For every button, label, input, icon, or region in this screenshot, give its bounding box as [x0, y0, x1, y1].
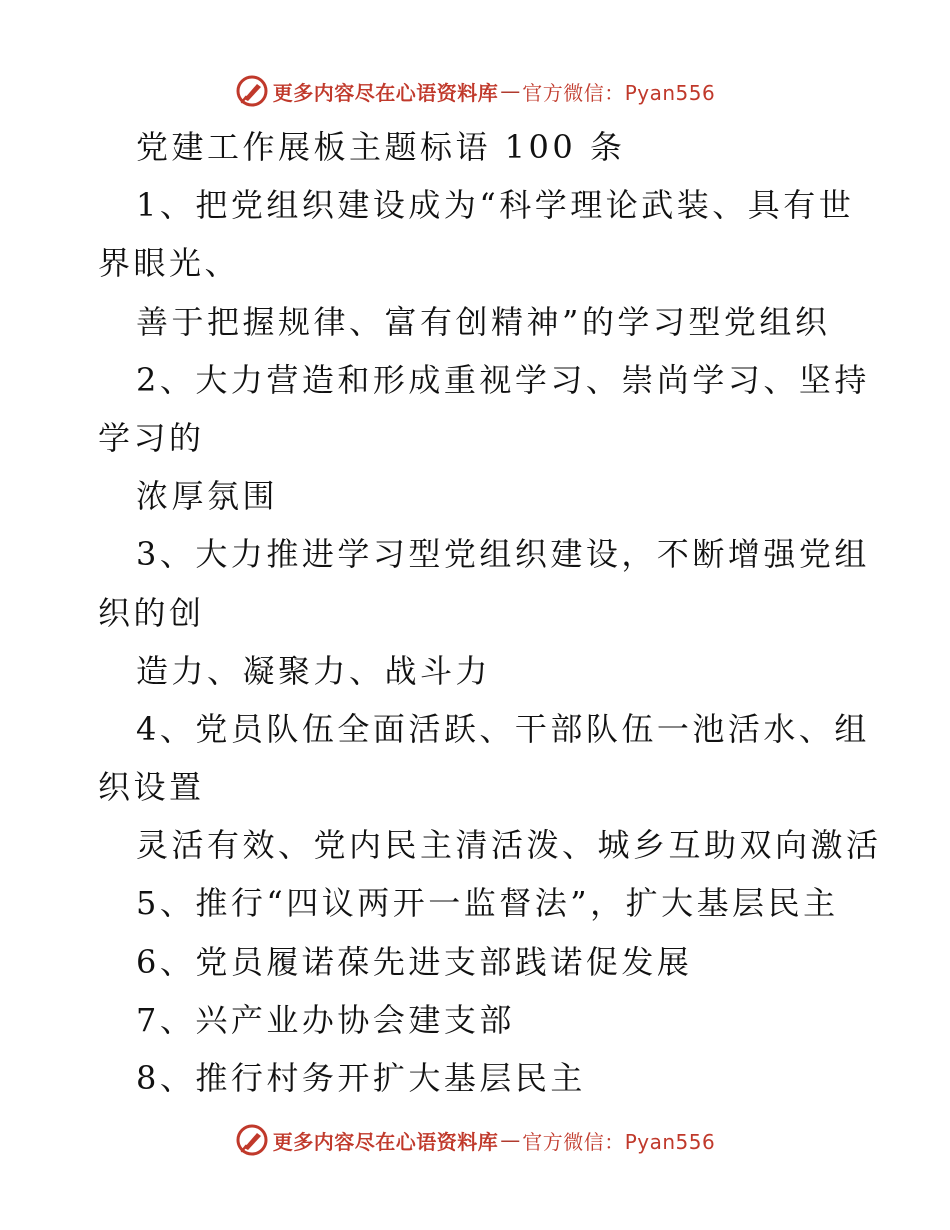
text-line: 浓厚氛围 — [136, 477, 279, 516]
text-line: 织的创 — [98, 593, 205, 632]
text-line: 7、兴产业办协会建支部 — [136, 1000, 515, 1039]
text-line: 学习的 — [98, 418, 205, 457]
text-line: 6、党员履诺葆先进支部践诺促发展 — [136, 942, 693, 981]
document-body — [98, 118, 882, 1107]
brand-logo-icon — [235, 1123, 269, 1157]
brand-logo-icon — [235, 74, 269, 108]
text-line: 造力、凝聚力、战斗力 — [136, 651, 492, 690]
text-line: 2、大力营造和形成重视学习、崇尚学习、坚持 — [136, 360, 870, 399]
banner-separator: — — [500, 79, 521, 103]
banner-separator: — — [500, 1128, 521, 1152]
text-line: 善于把握规律、富有创精神”的学习型党组织 — [136, 302, 831, 341]
wechat-contact: 官方微信：Pyan556 — [522, 80, 716, 105]
text-line: 灵活有效、党内民主清活泼、城乡互助双向激活 — [136, 826, 882, 865]
text-line: 5、推行“四议两开一监督法”，扩大基层民主 — [136, 884, 839, 923]
text-line: 3、大力推进学习型党组织建设，不断增强党组 — [136, 535, 870, 574]
promo-text: 更多内容尽在心语资料库 — [272, 1129, 499, 1154]
text-line: 织设置 — [98, 768, 205, 807]
text-line: 8、推行村务开扩大基层民主 — [136, 1059, 586, 1097]
wechat-contact: 官方微信：Pyan556 — [522, 1129, 716, 1154]
footer-banner — [0, 1120, 950, 1160]
text-line: 4、党员队伍全面活跃、干部队伍一池活水、组 — [136, 709, 870, 748]
document-title: 党建工作展板主题标语 100 条 — [136, 128, 626, 166]
text-line: 界眼光、 — [98, 244, 241, 283]
text-line: 1、把党组织建设成为“科学理论武装、具有世 — [136, 186, 855, 225]
promo-text: 更多内容尽在心语资料库 — [272, 80, 499, 105]
header-banner — [0, 71, 950, 111]
